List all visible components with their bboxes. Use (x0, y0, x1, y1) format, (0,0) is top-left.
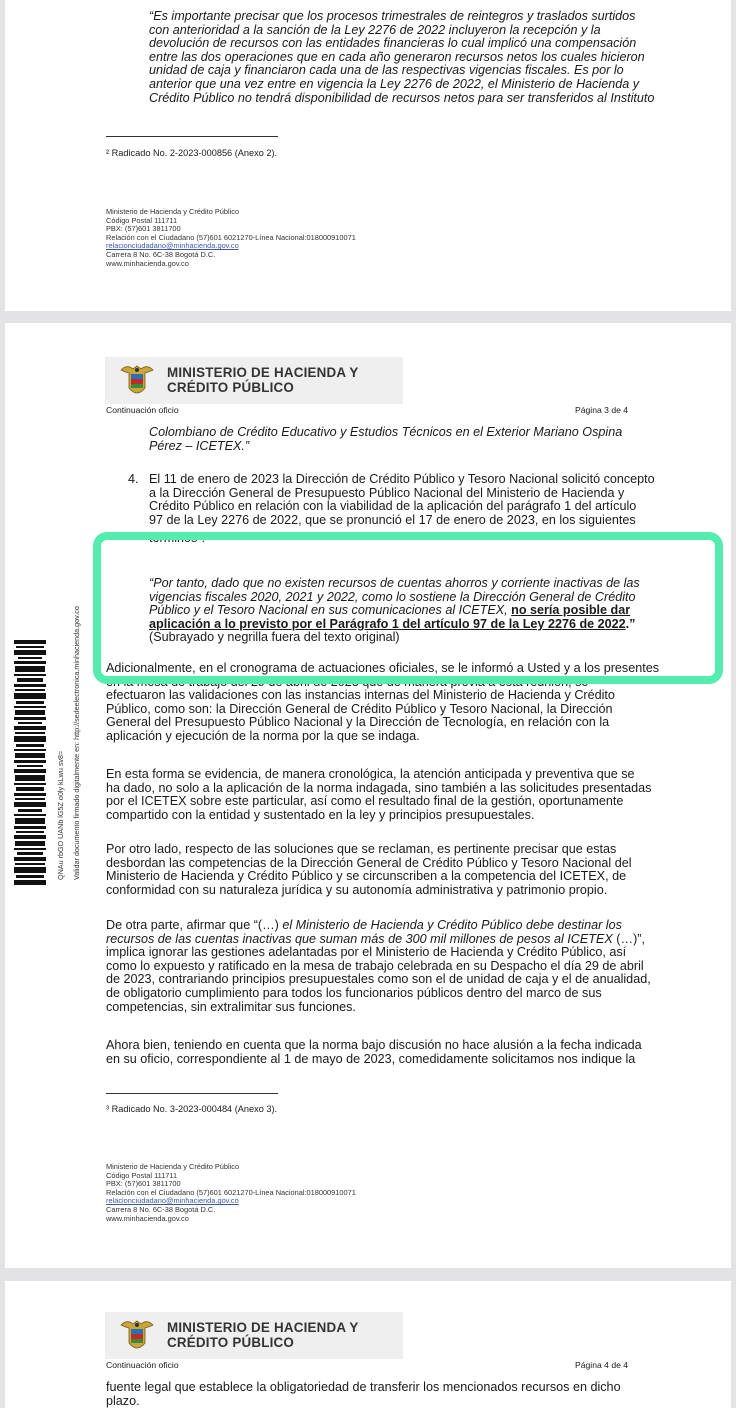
footer-line: PBX: (57)601 3811700 (106, 1179, 181, 1189)
footer-line: Ministerio de Hacienda y Crédito Público (106, 207, 240, 216)
coat-of-arms-icon (117, 1317, 157, 1355)
text-line: Público, como son: la Dirección General de Crédito Público y Tesoro Nacional, la Dirección (106, 701, 613, 716)
quote-close: .” (625, 616, 636, 631)
item-number: 4. (128, 472, 139, 486)
footer-line: Carrera 8 No. 6C-38 Bogotá D.C. (106, 249, 216, 259)
coat-of-arms-icon (117, 362, 157, 400)
text-line: conformidad con su naturaleza jurídica y su autonomía administrativa y patrimonio propio. (106, 882, 608, 897)
quote-line: “Por tanto, dado que no existen recursos de cuentas ahorros y corriente inactivas de las (149, 576, 640, 590)
quote-line: Crédito Público no tendrá disponibilidad de recursos netos para ser transferidos al Instituto (149, 90, 655, 105)
text-line: en la mesa de trabajo del 29 de abril de 2023 que de manera previa a esta reunión, se (106, 674, 589, 689)
text-line: en su oficio, correspondiente al 1 de mayo de 2023, comedidamente solicitamos nos indique la (106, 1051, 636, 1066)
quote-line: vigencias fiscales 2020, 2021 y 2022, como lo sostiene la Dirección General de Crédito (149, 589, 636, 604)
text-line: por el ICETEX sobre este particular, así como el resultado final de la gestión, oportunamente (106, 794, 624, 809)
footer-line: Ministerio de Hacienda y Crédito Público (106, 1162, 240, 1171)
page-3 (5, 1281, 731, 1408)
text-line: competencias, sin extralimitar sus funciones. (106, 999, 356, 1014)
letter-footer (106, 1163, 356, 1223)
text-line: de 2023, contrariando principios presupuestales como son el de unidad de caja y el de anualidad, (106, 972, 651, 987)
footnote: ² Radicado No. 2-2023-000856 (Anexo 2). (106, 148, 278, 158)
highlight-annotation (93, 532, 723, 684)
footer-email-link[interactable]: relacionciudadano@minhacienda.gov.co (106, 241, 239, 251)
ministry-title-line: CRÉDITO PÚBLICO (167, 380, 294, 395)
bold-underlined-text: no sería posible dar (511, 603, 631, 618)
ministry-title-line: MINISTERIO DE HACIENDA Y (167, 1320, 359, 1335)
quote-segment: Público y el Tesoro Nacional en sus comunicaciones al ICETEX, (149, 603, 508, 618)
page-number: Página 3 de 4 (575, 405, 629, 415)
text-line: General del Presupuesto Público Nacional y la Dirección de Tecnología, en relación con la (106, 715, 610, 730)
text-line: En esta forma se evidencia, de manera cronológica, la atención anticipada y preventiva que se (106, 767, 635, 781)
paragraph-4 (106, 919, 671, 1014)
footer-line: Relación con el Ciudadano (57)601 6021270-Línea Nacional:018000910071 (106, 1187, 356, 1197)
footnote-divider (106, 136, 278, 137)
paragraph-5 (106, 1039, 671, 1066)
text-line (106, 933, 671, 947)
quote-line: anterior que una vez entre en vigencia la Ley 2276 de 2022, el Ministerio de Hacienda y (149, 76, 640, 91)
footnote: ³ Radicado No. 3-2023-000484 (Anexo 3). (106, 1104, 278, 1114)
page-1 (5, 0, 731, 311)
page-2 (5, 323, 731, 1268)
text-line: fuente legal que establece la obligatoriedad de transferir los mencionados recursos en dicho (106, 1380, 621, 1394)
text-line: implica ignorar las gestiones adelantadas por el Ministerio de Hacienda y Crédito Público, así (106, 945, 627, 960)
footer-website: www.minhacienda.gov.co (106, 1213, 189, 1223)
quote-line: Colombiano de Crédito Educativo y Estudios Técnicos en el Exterior Mariano Ospina (149, 425, 623, 439)
text-line: desbordan las competencias de la Dirección General de Crédito Público y Tesoro Nacional del (106, 855, 632, 870)
footer-email-link[interactable]: relacionciudadano@minhacienda.gov.co (106, 1196, 239, 1206)
text-line: de obligatorio cumplimiento para todos los funcionarios públicos dentro del marco de sus (106, 985, 602, 1000)
signature-code: QNAu rbGO UANb lG5Z o0ly kLwu sv8= (56, 750, 65, 880)
footnote-divider (106, 1093, 278, 1094)
quote-line: “Es importante precisar que los procesos trimestrales de reintegros y traslados surtidos (149, 9, 636, 23)
footer-line: Relación con el Ciudadano (57)601 6021270-Línea Nacional:018000910071 (106, 232, 356, 242)
text-line: Por otro lado, respecto de las soluciones que se reclaman, es pertinente precisar que estas (106, 842, 617, 856)
validation-url[interactable]: Validar documento firmado digitalmente en: http://sedeelectronica.minhacienda.gov.co (72, 606, 81, 880)
quote-line: con anterioridad a la sanción de la Ley 2276 de 2022 incluyeron la recepción y la (149, 22, 601, 37)
page-number: Página 4 de 4 (575, 1360, 629, 1370)
text-segment: De otra parte, afirmar que “(…) (106, 918, 279, 932)
ministry-title-line: CRÉDITO PÚBLICO (167, 1335, 294, 1350)
text-segment: (…)”, (616, 931, 645, 946)
digital-signature-strip (10, 510, 88, 890)
text-line: ha dado, no solo a la aplicación de la norma indagada, sino también a las solicitudes presentadas (106, 780, 652, 795)
text-line: como lo expuesto y ratificado en la mesa de trabajo celebrada en su Despacho el día 29 de abril (106, 958, 644, 973)
text-line: efectuaron las validaciones con las instancias internas del Ministerio de Hacienda y Crédito (106, 688, 615, 703)
paragraph-2 (106, 768, 671, 822)
text-line: Ahora bien, teniendo en cuenta que la norma bajo discusión no hace alusión a la fecha indicada (106, 1038, 642, 1052)
bold-underlined-text: aplicación a lo previsto por el Parágrafo 1 del artículo 97 de la Ley 2276 de 2022 (149, 616, 626, 631)
quote-line: entre las dos operaciones que en cada año generaron recursos netos los cuales hicieron (149, 49, 645, 64)
italic-segment: recursos de las cuentas inactivas que suman más de 300 mil millones de pesos al ICETEX (106, 931, 613, 946)
quote-line: devolución de recursos con las entidades financieras lo cual implicó una compensación (149, 36, 637, 51)
quote-continuation (149, 426, 671, 453)
footer-website: www.minhacienda.gov.co (106, 258, 189, 268)
footer-line: Código Postal 111711 (106, 1170, 178, 1180)
text-line: El 11 de enero de 2023 la Dirección de Crédito Público y Tesoro Nacional solicitó concepto (149, 472, 655, 486)
page-3-text (106, 1381, 671, 1408)
ministry-header (105, 1312, 403, 1359)
text-line: 97 de la Ley 2276 de 2022, que se pronunció el 17 de enero de 2023, en los siguientes (149, 512, 636, 527)
ministry-title (167, 365, 359, 395)
text-line: Crédito Público en relación con la viabilidad de la aplicación del parágrafo 1 del artículo (149, 499, 637, 514)
continuation-label: Continuación oficio (106, 405, 179, 415)
subrayado-note: (Subrayado y negrilla fuera del texto original) (149, 630, 400, 645)
text-line: Adicionalmente, en el cronograma de actuaciones oficiales, se le informó a Usted y a los presentes (106, 661, 660, 675)
barcode-icon (13, 638, 47, 888)
text-line: términos³: (149, 531, 205, 546)
continuation-label: Continuación oficio (106, 1360, 179, 1370)
italic-segment: el Ministerio de Hacienda y Crédito Público debe destinar los (282, 918, 622, 932)
text-line: plazo. (106, 1393, 140, 1408)
text-line: aplicación y ejecución de la norma por la que se indaga. (106, 728, 420, 743)
footer-line: Código Postal 111711 (106, 215, 178, 225)
letter-footer (106, 208, 356, 268)
text-line (106, 919, 671, 933)
ministry-title (167, 1320, 359, 1350)
footer-line: PBX: (57)601 3811700 (106, 224, 181, 234)
ministry-title-line: MINISTERIO DE HACIENDA Y (167, 365, 359, 380)
text-line: Ministerio de Hacienda y Crédito Público y se circunscriben a la competencia del ICETEX, de (106, 869, 627, 884)
ministry-header (105, 357, 403, 404)
footer-line: Carrera 8 No. 6C-38 Bogotá D.C. (106, 1204, 216, 1214)
quote-line: Pérez – ICETEX.” (149, 438, 250, 453)
quote-line: unidad de caja y financiaron cada una de las respectivas vigencias fiscales. Es por lo (149, 63, 624, 78)
quote-block-1 (149, 10, 671, 105)
text-line: a la Dirección General de Presupuesto Público Nacional del Ministerio de Hacienda y (149, 485, 625, 500)
text-line: compartido con la entidad y sustentado en la ley y principios presupuestales. (106, 807, 535, 822)
paragraph-3 (106, 843, 671, 897)
